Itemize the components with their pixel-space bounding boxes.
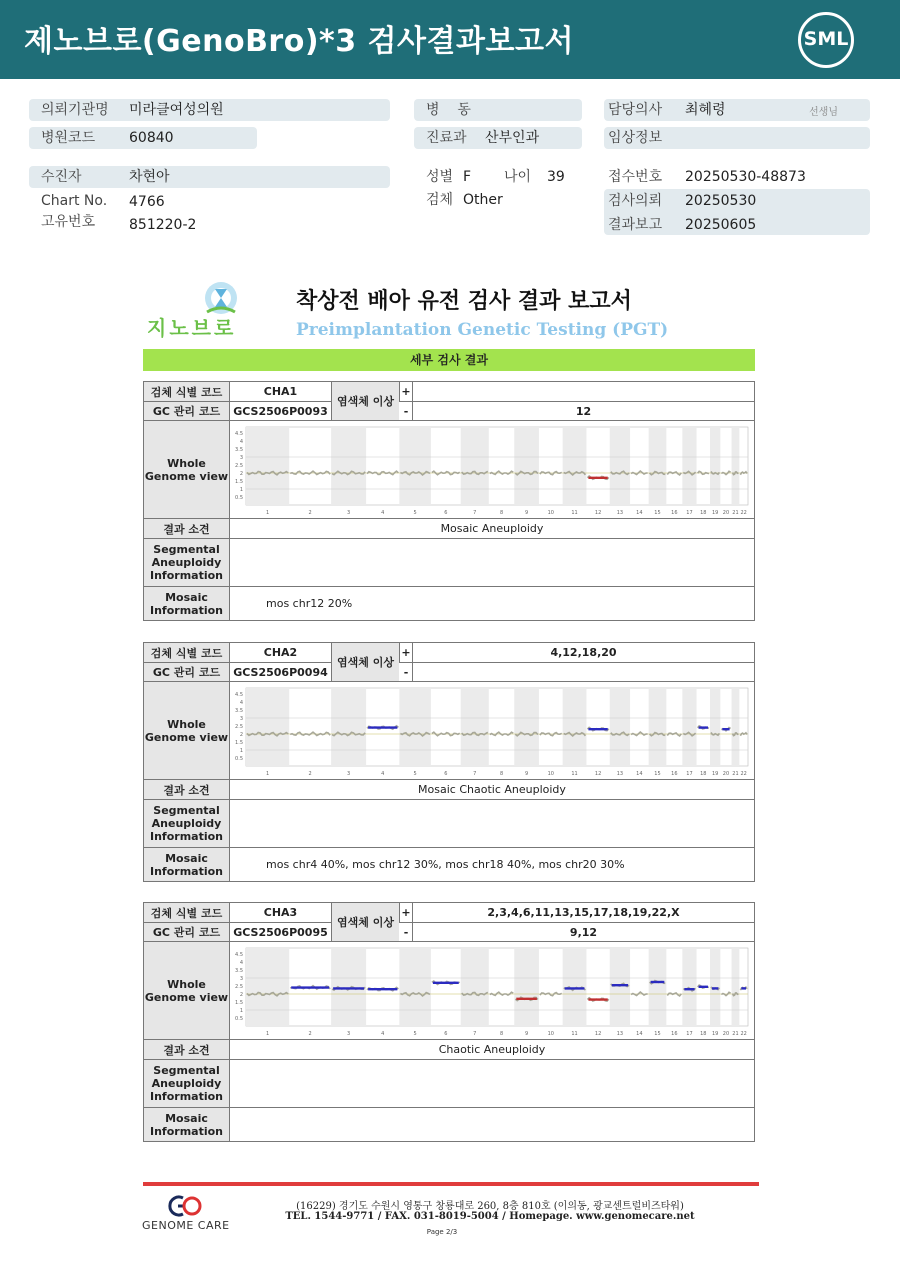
unique-no-value: 851220-2 (129, 217, 197, 233)
x-tick-label: 21 (732, 510, 739, 516)
section-title: 세부 검사 결과 (410, 353, 488, 367)
y-tick-label: 2.5 (235, 984, 243, 990)
x-tick-label: 2 (308, 771, 312, 777)
gc-code-row (143, 922, 755, 942)
mosaic-row (143, 586, 755, 621)
mosaic-label: Mosaic Information (144, 587, 230, 620)
result-label: 결과 소견 (144, 519, 230, 538)
gc-code-value: GCS2506P0093 (230, 402, 332, 420)
sml-logo-text: SML (803, 28, 849, 50)
segmental-value (230, 539, 754, 586)
request-label: 검사의뢰 (608, 193, 663, 209)
dept-label: 진료과 (426, 130, 467, 146)
y-tick-label: 1.5 (235, 479, 243, 485)
gain-symbol: + (400, 903, 413, 922)
sample-code-value: CHA1 (230, 382, 332, 401)
mosaic-label: Mosaic Information (144, 848, 230, 881)
section-title-bar (143, 349, 755, 371)
x-tick-label: 22 (740, 771, 747, 777)
unique-no-label: 고유번호 (41, 214, 96, 230)
y-tick-label: 0.5 (235, 495, 243, 501)
x-tick-label: 16 (671, 1031, 678, 1037)
x-tick-label: 4 (381, 1031, 385, 1037)
chromosome-band (514, 948, 539, 1026)
genome-view-row (143, 941, 755, 1040)
chromosome-band (331, 688, 366, 766)
x-tick-label: 3 (347, 1031, 351, 1037)
loss-symbol: - (400, 923, 413, 941)
gain-value (413, 382, 754, 401)
report-date-value: 20250605 (685, 217, 757, 233)
x-tick-label: 14 (636, 1031, 643, 1037)
doctor-value: 최혜령 (685, 102, 726, 118)
gain-value: 2,3,4,6,11,13,15,17,18,19,22,X (487, 906, 680, 919)
chromosome-band (399, 948, 431, 1026)
chromosome-band (514, 688, 539, 766)
gc-code-label: GC 관리 코드 (144, 923, 230, 941)
chromosome-band (649, 948, 667, 1026)
plot-area (246, 427, 748, 505)
chromosome-band (461, 688, 489, 766)
x-tick-label: 12 (594, 510, 602, 516)
y-tick-label: 3 (239, 976, 243, 982)
chromosome-band (563, 688, 587, 766)
x-tick-label: 19 (711, 1031, 719, 1037)
x-tick-label: 15 (654, 510, 661, 516)
x-tick-label: 15 (654, 771, 661, 777)
x-tick-label: 18 (700, 1031, 707, 1037)
loss-symbol: - (400, 663, 413, 681)
x-tick-label: 9 (524, 510, 529, 516)
x-tick-label: 16 (671, 510, 678, 516)
x-tick-label: 19 (711, 771, 719, 777)
x-tick-label: 18 (700, 510, 707, 516)
gc-code-value: GCS2506P0094 (230, 663, 332, 681)
segmental-label: Segmental Aneuploidy Information (144, 800, 230, 847)
genome-view-row (143, 681, 755, 780)
hospital-code-value: 60840 (129, 130, 174, 146)
x-tick-label: 6 (444, 1031, 448, 1037)
x-tick-label: 2 (308, 510, 312, 516)
chrom-abnormal-merged: 염색체 이상 (332, 903, 399, 941)
specimen-label: 검체 (426, 192, 454, 208)
report-date-label: 결과보고 (608, 217, 663, 233)
footer-address: (16229) 경기도 수원시 영통구 창룡대로 260, 8층 810호 (이의동, 광교센트럴비즈타워) (296, 1201, 684, 1212)
x-tick-label: 8 (499, 1031, 504, 1037)
chart-no-value: 4766 (129, 194, 165, 210)
x-tick-label: 5 (413, 510, 417, 516)
genome-care-logo-text: GENOME CARE (142, 1219, 230, 1232)
chrom-abnormal-merged: 염색체 이상 (332, 643, 399, 681)
mosaic-value: mos chr4 40%, mos chr12 30%, mos chr18 40%, mos chr20 30% (266, 858, 625, 871)
y-tick-label: 1 (239, 748, 243, 754)
sml-logo (798, 12, 854, 68)
result-label: 결과 소견 (144, 1040, 230, 1059)
x-tick-label: 5 (413, 771, 417, 777)
age-value: 39 (547, 169, 565, 185)
specimen-value: Other (463, 192, 503, 208)
chromosome-band (682, 688, 696, 766)
y-tick-label: 3.5 (235, 968, 243, 974)
chromosome-band (563, 427, 587, 505)
genome-care-logo-icon (167, 1194, 205, 1218)
gc-code-label: GC 관리 코드 (144, 402, 230, 420)
x-tick-label: 6 (444, 510, 448, 516)
dept-value: 산부인과 (485, 130, 540, 146)
request-value: 20250530 (685, 193, 757, 209)
chromosome-band (399, 688, 431, 766)
x-tick-label: 3 (347, 771, 351, 777)
chromosome-band (461, 948, 489, 1026)
gain-symbol: + (400, 643, 413, 662)
y-tick-label: 4.5 (235, 431, 243, 437)
mosaic-row (143, 847, 755, 882)
y-tick-label: 2 (239, 732, 243, 738)
y-tick-label: 4 (239, 439, 243, 445)
footer-contact: TEL. 1544-9771 / FAX. 031-8019-5004 / Homepage. www.genomecare.net (285, 1211, 695, 1222)
sample-code-label: 검체 식별 코드 (144, 903, 230, 922)
y-tick-label: 4.5 (235, 952, 243, 958)
clinical-label: 임상정보 (608, 130, 663, 146)
x-tick-label: 9 (524, 1031, 529, 1037)
y-tick-label: 2 (239, 471, 243, 477)
x-tick-label: 20 (722, 510, 730, 516)
result-row (143, 518, 755, 539)
chromosome-band (610, 688, 630, 766)
y-tick-label: 3 (239, 716, 243, 722)
x-tick-label: 1 (266, 1031, 270, 1037)
x-tick-label: 22 (740, 510, 747, 516)
x-tick-label: 14 (636, 771, 643, 777)
x-tick-label: 17 (686, 771, 693, 777)
x-tick-label: 4 (381, 510, 385, 516)
chrom-abnormal-merged: 염색체 이상 (332, 382, 399, 420)
segmental-value (230, 1060, 754, 1107)
name-pill (29, 166, 390, 188)
sex-value: F (463, 169, 472, 185)
x-tick-label: 22 (740, 1031, 747, 1037)
loss-symbol: - (400, 402, 413, 420)
chromosome-band (649, 688, 667, 766)
patient-name-value: 차현아 (129, 169, 170, 185)
receipt-label: 접수번호 (608, 169, 663, 185)
x-tick-label: 4 (381, 771, 385, 777)
loss-value (413, 663, 754, 681)
y-tick-label: 1 (239, 1008, 243, 1014)
x-tick-label: 13 (616, 510, 624, 516)
genome-view-label: Whole Genome view (144, 421, 230, 518)
chromosome-band (246, 948, 289, 1026)
x-tick-label: 2 (308, 1031, 312, 1037)
y-tick-label: 4.5 (235, 692, 243, 698)
whole-genome-chart (230, 682, 756, 780)
x-tick-label: 16 (671, 771, 678, 777)
segmental-label: Segmental Aneuploidy Information (144, 539, 230, 586)
mosaic-label: Mosaic Information (144, 1108, 230, 1141)
doctor-suffix: 선생님 (809, 107, 838, 118)
page-number: Page 2/3 (426, 1228, 458, 1236)
chromosome-band (331, 427, 366, 505)
y-tick-label: 2.5 (235, 724, 243, 730)
gc-code-value: GCS2506P0095 (230, 923, 332, 941)
sample-code-row (143, 902, 755, 923)
sex-label: 성별 (426, 169, 454, 185)
y-tick-label: 1 (239, 487, 243, 493)
result-row (143, 779, 755, 800)
x-tick-label: 10 (547, 510, 554, 516)
plot-area (246, 688, 748, 766)
x-tick-label: 21 (732, 1031, 739, 1037)
y-tick-label: 3.5 (235, 708, 243, 714)
sample-code-value: CHA2 (230, 643, 332, 662)
x-tick-label: 20 (722, 771, 730, 777)
y-tick-label: 4 (239, 700, 243, 706)
chromosome-band (610, 427, 630, 505)
y-tick-label: 3 (239, 455, 243, 461)
loss-value: 9,12 (569, 925, 598, 939)
x-tick-label: 8 (499, 771, 504, 777)
x-tick-label: 9 (524, 771, 529, 777)
gain-value: 4,12,18,20 (550, 646, 617, 659)
x-tick-label: 3 (347, 510, 351, 516)
chart-no-label: Chart No. (41, 193, 108, 209)
gc-code-label: GC 관리 코드 (144, 663, 230, 681)
segmental-row (143, 799, 755, 848)
x-tick-label: 10 (547, 1031, 554, 1037)
chromosome-band (649, 427, 667, 505)
report-title: 착상전 배아 유전 검사 결과 보고서 (296, 289, 632, 314)
y-tick-label: 0.5 (235, 1016, 243, 1022)
chromosome-band (246, 427, 289, 505)
x-tick-label: 1 (266, 771, 270, 777)
sample-code-label: 검체 식별 코드 (144, 643, 230, 662)
x-tick-label: 11 (571, 1031, 578, 1037)
receipt-value: 20250530-48873 (685, 169, 806, 185)
x-tick-label: 8 (499, 510, 504, 516)
genome-view-label: Whole Genome view (144, 682, 230, 779)
x-tick-label: 17 (686, 510, 693, 516)
x-tick-label: 7 (473, 771, 477, 777)
institution-label: 의뢰기관명 (41, 102, 109, 118)
chromosome-band (710, 688, 720, 766)
loss-value: 12 (575, 404, 592, 418)
x-tick-label: 12 (594, 1031, 602, 1037)
x-tick-label: 7 (473, 1031, 477, 1037)
y-tick-label: 2.5 (235, 463, 243, 469)
x-tick-label: 12 (594, 771, 602, 777)
genobro-logo-text: 지노브로 (147, 316, 237, 340)
patient-name-label: 수진자 (41, 169, 82, 185)
x-tick-label: 19 (711, 510, 719, 516)
y-tick-label: 0.5 (235, 756, 243, 762)
result-value: Mosaic Aneuploidy (440, 522, 544, 535)
sample-code-value: CHA3 (230, 903, 332, 922)
x-tick-label: 18 (700, 771, 707, 777)
sample-code-label: 검체 식별 코드 (144, 382, 230, 401)
x-tick-label: 20 (722, 1031, 730, 1037)
x-tick-label: 11 (571, 771, 578, 777)
gc-code-row (143, 662, 755, 682)
chromosome-band (461, 427, 489, 505)
x-tick-label: 21 (732, 771, 739, 777)
x-tick-label: 17 (686, 1031, 693, 1037)
x-tick-label: 5 (413, 1031, 417, 1037)
x-tick-label: 7 (473, 510, 477, 516)
genome-view-label: Whole Genome view (144, 942, 230, 1039)
doctor-label: 담당의사 (608, 102, 663, 118)
chromosome-band (399, 427, 431, 505)
report-header (0, 0, 900, 79)
hospital-code-label: 병원코드 (41, 130, 96, 146)
segmental-label: Segmental Aneuploidy Information (144, 1060, 230, 1107)
whole-genome-chart (230, 942, 756, 1040)
chromosome-band (246, 688, 289, 766)
mosaic-value: mos chr12 20% (266, 597, 353, 610)
chromosome-band (710, 427, 720, 505)
chromosome-band (732, 427, 740, 505)
chromosome-band (732, 688, 740, 766)
genome-view-row (143, 420, 755, 519)
x-tick-label: 13 (616, 771, 624, 777)
y-tick-label: 4 (239, 960, 243, 966)
result-row (143, 1039, 755, 1060)
age-label: 나이 (504, 169, 532, 185)
y-tick-label: 1.5 (235, 1000, 243, 1006)
result-label: 결과 소견 (144, 780, 230, 799)
gc-code-row (143, 401, 755, 421)
x-tick-label: 15 (654, 1031, 661, 1037)
chromosome-band (732, 948, 740, 1026)
report-subtitle: Preimplantation Genetic Testing (PGT) (296, 320, 669, 340)
x-tick-label: 1 (266, 510, 270, 516)
mosaic-row (143, 1107, 755, 1142)
result-value: Mosaic Chaotic Aneuploidy (418, 783, 566, 796)
chromosome-band (514, 427, 539, 505)
segmental-row (143, 538, 755, 587)
x-tick-label: 10 (547, 771, 554, 777)
x-tick-label: 13 (616, 1031, 624, 1037)
gain-symbol: + (400, 382, 413, 401)
page-title: 제노브로(GenoBro)*3 검사결과보고서 (24, 24, 574, 59)
y-tick-label: 1.5 (235, 740, 243, 746)
x-tick-label: 14 (636, 510, 643, 516)
chromosome-band (682, 427, 696, 505)
y-tick-label: 3.5 (235, 447, 243, 453)
result-value: Chaotic Aneuploidy (438, 1043, 546, 1056)
whole-genome-chart (230, 421, 756, 519)
footer-divider (143, 1182, 759, 1186)
segmental-row (143, 1059, 755, 1108)
y-tick-label: 2 (239, 992, 243, 998)
mosaic-value (230, 1108, 754, 1141)
sample-code-row (143, 642, 755, 663)
x-tick-label: 6 (444, 771, 448, 777)
chromosome-band (682, 948, 696, 1026)
ward-label: 병 동 (426, 102, 471, 118)
x-tick-label: 11 (571, 510, 578, 516)
segmental-value (230, 800, 754, 847)
institution-value: 미라클여성의원 (129, 102, 224, 118)
sample-code-row (143, 381, 755, 402)
